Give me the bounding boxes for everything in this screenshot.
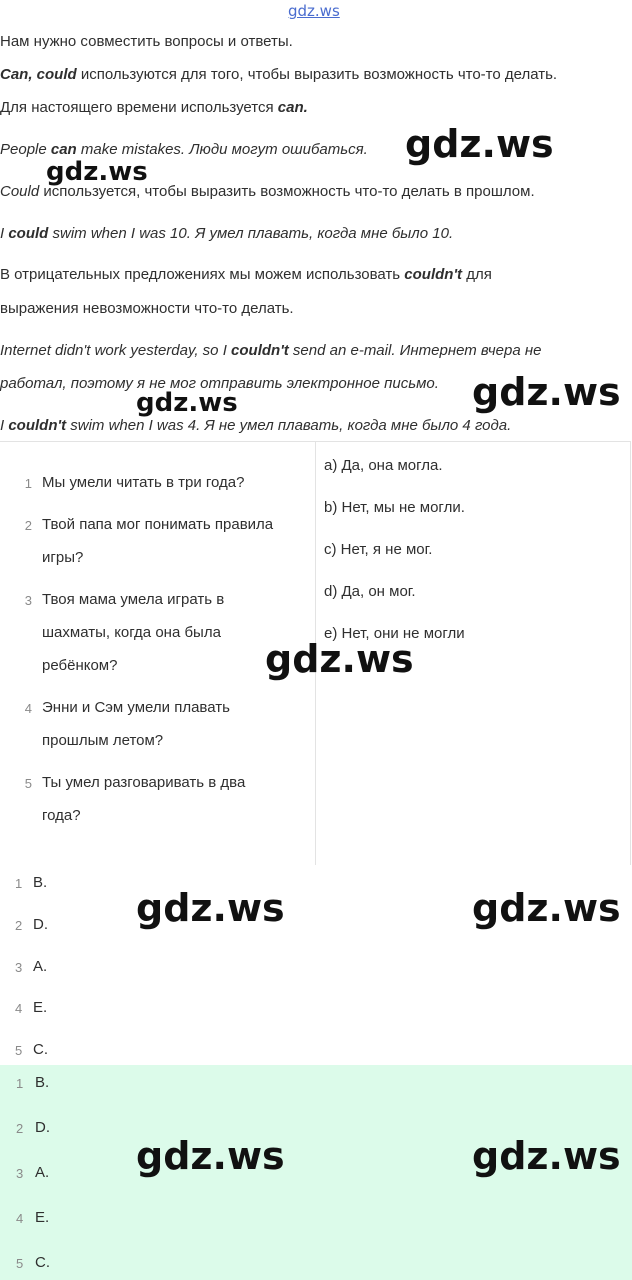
watermark: gdz.ws xyxy=(265,637,414,681)
example-3a xyxy=(0,341,541,361)
answer-number: 2 xyxy=(15,918,23,933)
answer-number: 4 xyxy=(16,1211,24,1226)
answer-value: E. xyxy=(35,1209,50,1226)
example-2-rest: swim when I was 10. Я умел плавать, когда мне было 10. xyxy=(48,225,454,242)
intro-line-3 xyxy=(0,98,308,118)
example-3a-rest: send an e-mail. Интернет вчера не xyxy=(288,342,542,359)
option-d: d) Да, он мог. xyxy=(324,583,416,600)
answer-value: D. xyxy=(35,1119,50,1136)
intro-line-2-rest: используются для того, чтобы выразить возможность что-то делать. xyxy=(76,66,558,83)
couldnt-term: couldn't xyxy=(404,266,463,283)
watermark: gdz.ws xyxy=(136,886,285,930)
example-3b: работал, поэтому я не мог отправить электронное письмо. xyxy=(0,375,439,392)
answer-number: 5 xyxy=(15,1043,23,1058)
example-4-bold: couldn't xyxy=(8,417,67,434)
watermark: gdz.ws xyxy=(472,886,621,930)
intro-line-7 xyxy=(0,265,492,285)
can-term: can. xyxy=(277,99,308,116)
option-c: c) Нет, я не мог. xyxy=(324,541,433,558)
answer-value: B. xyxy=(35,1074,50,1091)
question-number: 4 xyxy=(24,701,32,716)
example-4 xyxy=(0,416,511,436)
watermark: gdz.ws xyxy=(136,388,238,418)
question-4: Энни и Сэм умели плавать прошлым летом? xyxy=(42,699,230,749)
question-5: Ты умел разговаривать в два года? xyxy=(42,774,246,824)
example-4-rest: swim when I was 4. Я не умел плавать, когда мне было 4 года. xyxy=(66,417,512,434)
watermark: gdz.ws xyxy=(46,157,148,187)
example-1-rest: make mistakes. Люди могут ошибаться. xyxy=(76,141,368,158)
question-number: 3 xyxy=(24,593,32,608)
question-2: Твой папа мог понимать правила игры? xyxy=(42,516,274,566)
intro-line-7-rest: для xyxy=(462,266,492,283)
watermark: gdz.ws xyxy=(472,1134,621,1178)
intro-line-8: выражения невозможности что-то делать. xyxy=(0,300,294,317)
option-a: a) Да, она могла. xyxy=(324,457,443,474)
intro-line-5-rest: используется, чтобы выразить возможность что-то делать в прошлом. xyxy=(39,183,535,200)
example-1-bold: can xyxy=(50,141,77,158)
watermark: gdz.ws xyxy=(472,370,621,414)
answer-value: A. xyxy=(33,958,48,975)
intro-line-1: Нам нужно совместить вопросы и ответы. xyxy=(0,33,293,50)
answer-number: 2 xyxy=(16,1121,24,1136)
answer-number: 5 xyxy=(16,1256,24,1271)
example-3a-pre: Internet didn't work yesterday, so I xyxy=(0,342,232,359)
example-2-pre: I xyxy=(0,225,9,242)
answer-value: C. xyxy=(35,1254,50,1271)
answer-number: 3 xyxy=(15,960,23,975)
question-number: 5 xyxy=(24,776,32,791)
answer-value: C. xyxy=(33,1041,48,1058)
question-1: Мы умели читать в три года? xyxy=(42,474,245,491)
question-number: 1 xyxy=(24,476,32,491)
example-1-pre: People xyxy=(0,141,51,158)
site-link[interactable]: gdz.ws xyxy=(288,2,340,20)
answer-value: B. xyxy=(33,874,48,891)
answer-value: D. xyxy=(33,916,48,933)
example-2-bold: could xyxy=(8,225,49,242)
could-term: Could xyxy=(0,183,40,200)
watermark: gdz.ws xyxy=(136,1134,285,1178)
question-3: Твоя мама умела играть в шахматы, когда она была ребёнком? xyxy=(42,591,225,674)
answer-value: A. xyxy=(35,1164,50,1181)
can-could-term: Can, could xyxy=(0,66,77,83)
option-b: b) Нет, мы не могли. xyxy=(324,499,465,516)
answer-number: 4 xyxy=(15,1001,23,1016)
question-number: 2 xyxy=(24,518,32,533)
watermark: gdz.ws xyxy=(405,122,554,166)
intro-line-7-pre: В отрицательных предложениях мы можем использовать xyxy=(0,266,405,283)
answer-number: 1 xyxy=(16,1076,24,1091)
answer-number: 3 xyxy=(16,1166,24,1181)
intro-line-2 xyxy=(0,65,557,85)
answer-value: E. xyxy=(33,999,48,1016)
example-2 xyxy=(0,224,453,244)
option-e: e) Нет, они не могли xyxy=(324,625,465,642)
intro-line-3-pre: Для настоящего времени используется xyxy=(0,99,278,116)
example-3a-bold: couldn't xyxy=(231,342,289,359)
answer-number: 1 xyxy=(15,876,23,891)
example-4-pre: I xyxy=(0,417,9,434)
